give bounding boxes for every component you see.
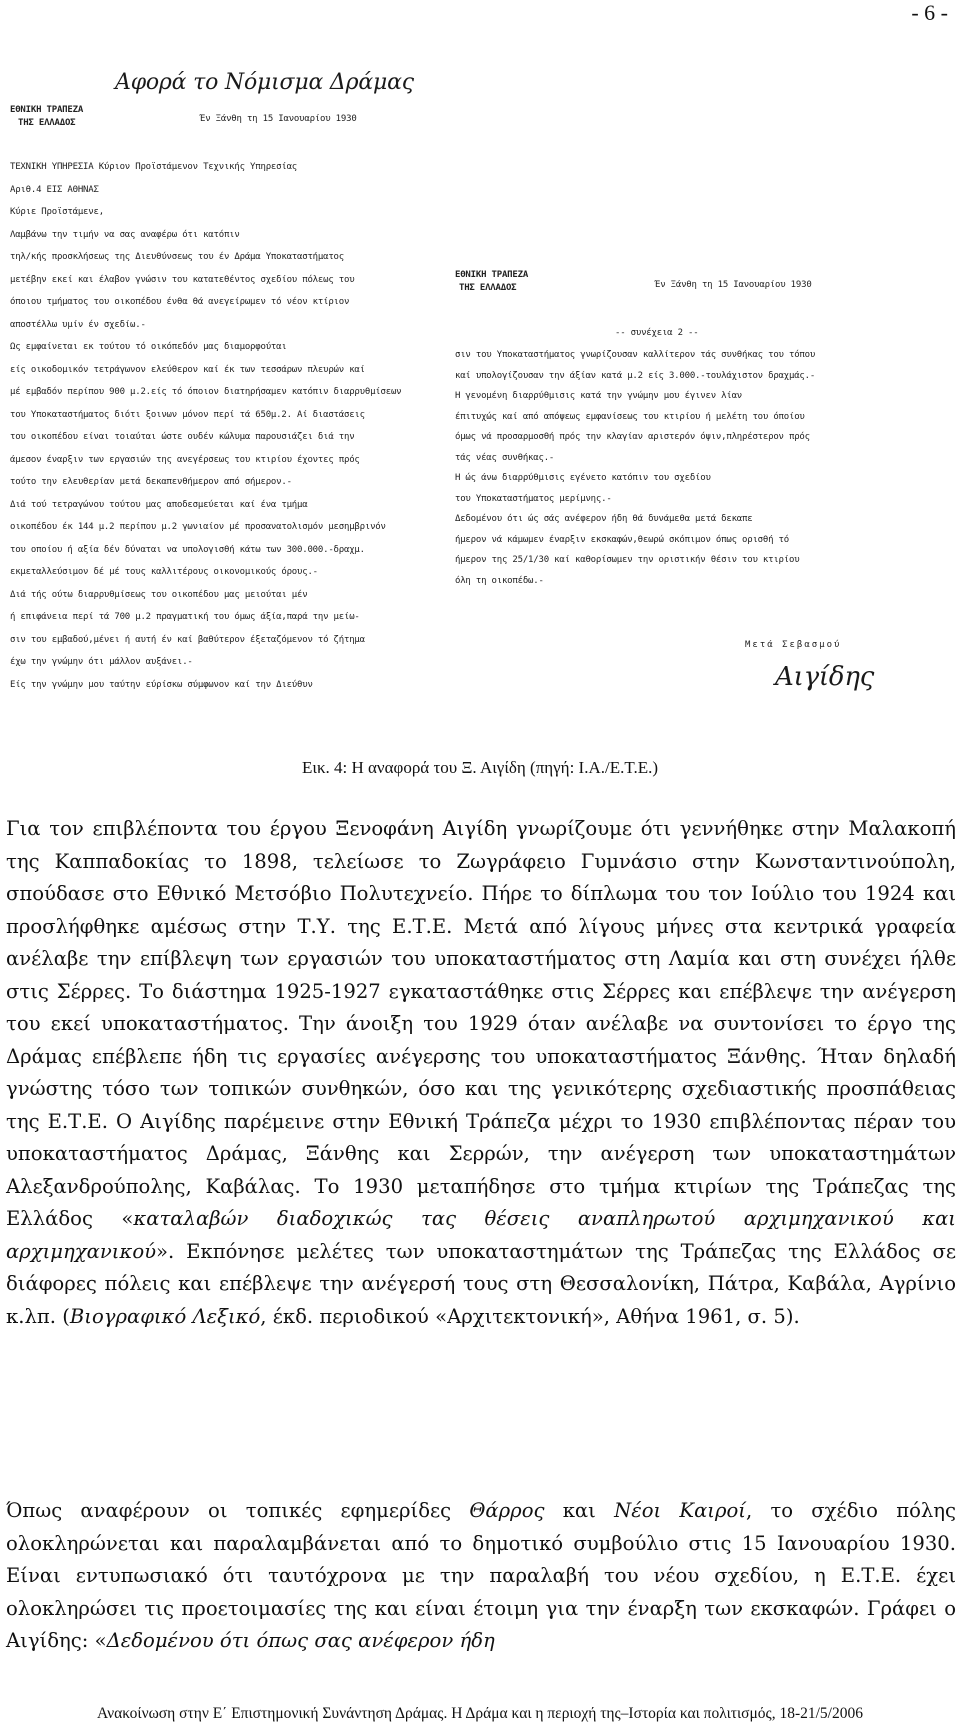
paragraph-1-citation: Βιογραφικό Λεξικό [69, 1304, 261, 1328]
paragraph-2-text: Όπως αναφέρουν οι τοπικές εφημερίδες [6, 1499, 470, 1522]
typed-line: Κύριε Προϊστάμενε, [10, 207, 104, 217]
typed-line: αποστέλλω υμίν έν σχεδίω.- [10, 319, 146, 330]
typed-line: τηλ/κής προσκλήσεως της Διευθύνσεως του έν Δράμα Υποκαταστήματος [10, 252, 344, 262]
typed-line: έχω την γνώμην ότι μάλλον αυξάνει.- [10, 657, 193, 667]
left-letter [10, 70, 470, 710]
typed-line: τάς νέας συνθήκας.- [455, 452, 555, 463]
typed-line: του Υποκαταστήματος διότι ξοινων μόνον περί τά 650μ.2. Αί διαστάσεις [10, 409, 365, 420]
typed-line: είς οικοδομικόν τετράγωνον ελεύθερον καί έκ των τεσσάρων πλευρών καί [10, 364, 365, 375]
typed-line: εκμεταλλεύσιμον δέ μέ τους καλλιτέρους οικονομικούς όρους.- [10, 567, 318, 577]
bank-header-line: ΕΘΝΙΚΗ ΤΡΑΠΕΖΑ [10, 105, 84, 115]
typed-line: Η γενομένη διαρρύθμισις κατά την γνώμην μου έγινεν λίαν [455, 391, 743, 401]
typed-line: οικοπέδου έκ 144 μ.2 περίπου μ.2 γωνιαίον μέ προσανατολισμόν μεσημβρινόν [10, 522, 386, 532]
typed-line: καί υπολογίζουσαν την άξίαν κατά μ.2 είς 3.000.-τουλάχιστον δραχμάς.- [455, 370, 816, 381]
place-date: Έν Ξάνθη τη 15 Ιανουαρίου 1930 [655, 280, 812, 290]
paragraph-2 [6, 1495, 956, 1658]
typed-line: τούτο την ελευθερίαν μετά δεκαπενθήμερον από σήμερον.- [10, 477, 292, 487]
right-letter [455, 270, 955, 740]
typed-line: μέ εμβαδόν περίπου 900 μ.2.είς τό όποιον διατηρήσαμεν κατόπιν διαρρυθμίσεων [10, 387, 402, 397]
page-footer: Ανακοίνωση στην Ε΄ Επιστημονική Συνάντηση Δράμας. Η Δράμα και η περιοχή της–Ιστορία και πολιτισμός, 18-21/5/2006 [97, 1705, 863, 1722]
typed-line: του οποίου ή αξία δέν δύναται να υπολογισθή κάτω των 300.000.-δραχμ. [10, 544, 365, 555]
typed-line: Διά τής ούτω διαρρυθμίσεως του οικοπέδου μας μειούται μέν [10, 589, 308, 600]
typed-line: Είς την γνώμην μου ταύτην εύρίσκω σύμφωνον καί την Διεύθυν [10, 679, 313, 690]
bank-header-line: ΤΗΣ ΕΛΛΑΔΟΣ [18, 118, 76, 128]
typed-line: Διά τού τετραγώνου τούτου μας αποδεσμεύεται καί ένα τμήμα [10, 499, 308, 510]
typed-line: του Υποκαταστήματος μερίμνης.- [455, 493, 612, 504]
letter-facsimile [0, 70, 960, 720]
paragraph-2-text: και [544, 1499, 615, 1522]
typed-line: ή επιφάνεια περί τά 700 μ.2 πραγματική του όμως άξία,παρά την μείω- [10, 612, 360, 622]
typed-line: όλη τη οικοπέδω.- [455, 575, 544, 586]
paragraph-1-quote: καταλαβών διαδοχικώς τας θέσεις αναπληρωτού αρχιμηχανικού και αρχιμηχανικού [6, 1207, 956, 1263]
typed-line: Ως εμφαίνεται εκ τούτου τό οικόπεδόν μας διαμορφούται [10, 342, 287, 352]
paragraph-2-text: , το σχέδιο πόλης ολοκληρώνεται και παραλαμβάνεται από το δημοτικό συμβούλιο στις 15 Ιανουαρίου 1930. Είναι εντυπωσιακό ότι ταυτόχρονα με την παραλαβή του νέου σχεδίου, η Ε.Τ.Ε. έχει ολοκληρώσει τις προετοιμασίες της και είναι έτοιμη για την έναρξη των εκσκαφών. Γράφει ο Αιγίδης: « [6, 1499, 957, 1652]
typed-line: Η ώς άνω διαρρύθμισις εγένετο κατόπιν του σχεδίου [455, 473, 711, 483]
page-number: - 6 - [911, 0, 948, 25]
typed-line: μετέβην εκεί και έλαβον γνώσιν του κατατεθέντος σχεδίου πόλεως του [10, 274, 355, 285]
typed-line: ΤΕΧΝΙΚΗ ΥΠΗΡΕΣΙΑ Κύριον Προϊστάμενον Τεχνικής Υπηρεσίας [10, 162, 298, 172]
handwritten-title: Αφορά το Νόμισμα Δράμας [115, 70, 414, 95]
figure-caption: Εικ. 4: Η αναφορά του Ξ. Αιγίδη (πηγή: Ι.Α./Ε.Τ.Ε.) [301, 758, 659, 777]
typed-line: όμως νά προσαρμοσθή πρός την κλαγίαν αριστερόν όψιν,πληρέστερον πρός [455, 432, 810, 442]
bank-header-line: ΤΗΣ ΕΛΛΑΔΟΣ [459, 283, 517, 293]
newspaper-title: Θάρρος [469, 1499, 545, 1522]
typed-line: σιν του εμβαδού,μένει ή αυτή έν καί βαθύτερον έξεταζόμενον τό ζήτημα [10, 634, 365, 645]
typed-line: άμεσον έναρξιν των εργασιών της ανεγέρσεως του κτιρίου έχοντες πρός [10, 454, 360, 465]
typed-line: σιν του Υποκαταστήματος γνωρίζουσαν καλλίτερον τάς συνθήκας του τόπου [455, 350, 816, 360]
typed-line: Δεδομένου ότι ώς σάς ανέφερον ήδη θά δυνάμεθα μετά δεκαπε [455, 514, 753, 524]
typed-line: ήμερον της 25/1/30 καί καθορίσωμεν την οριστικήν θέσιν του κτιρίου [455, 555, 800, 565]
bank-header-line: ΕΘΝΙΚΗ ΤΡΑΠΕΖΑ [455, 270, 529, 280]
typed-line: έπιτυχώς καί από απόψεως εμφανίσεως του κτιρίου ή μελέτη του όποίου [455, 411, 805, 422]
paragraph-2-quote: Δεδομένου ότι όπως σας ανέφερον ήδη [106, 1629, 495, 1652]
paragraph-1-text: , έκδ. περιοδικού «Αρχιτεκτονική», Αθήνα 1961, σ. 5). [260, 1304, 800, 1328]
paragraph-1 [6, 813, 956, 1333]
closing: Μετά Σεβασμού [745, 640, 842, 650]
typed-line: Λαμβάνω την τιμήν να σας αναφέρω ότι κατόπιν [10, 229, 240, 240]
continuation-mark: -- συνέχεια 2 -- [615, 328, 699, 338]
signature: Αιγίδης [775, 662, 875, 692]
newspaper-title: Νέοι Καιροί [614, 1499, 746, 1522]
paragraph-1-text: ». Εκπόνησε μελέτες των υποκαταστημάτων της Τράπεζας της Ελλάδος σε διάφορες πόλεις και επέβλεψε την ανέγερσή τους στη Θεσσαλονίκη, Πάτρα, Καβάλα, Αγρίνιο κ.λπ. ( [6, 1239, 956, 1328]
typed-line: όποιου τμήματος του οικοπέδου ένθα θά ανεγείρωμεν τό νέον κτίριον [10, 297, 350, 307]
typed-line: ήμερον νά κάμωμεν έναρξιν εκσκαφών,θεωρώ σκόπιμον όπως ορισθή τό [455, 534, 789, 545]
paragraph-1-text: Για τον επιβλέποντα του έργου Ξενοφάνη Αιγίδη γνωρίζουμε ότι γεννήθηκε στην Μαλακοπή της Καππαδοκίας το 1898, τελείωσε το Ζωγράφειο Γυμνάσιο στην Κωνσταντινούπολη, σπούδασε στο Εθνικό Μετσόβιο Πολυτεχνείο. Πήρε το δίπλωμα του τον Ιούλιο του 1924 και προσλήφθηκε αμέσως στην Τ.Υ. της Ε.Τ.Ε. Μετά από λίγους μήνες στα κεντρικά γραφεία ανέλαβε την επίβλεψη των εργασιών του υποκαταστήματος στη Λαμία και στη συνέχει ήλθε στις Σέρρες. Το διάστημα 1925-1927 εγκαταστάθηκε στις Σέρρες και επέβλεψε την ανέγερση του εκεί υποκαταστήματος. Την άνοιξη του 1929 όταν ανέλαβε να συντονίσει το έργο της Δράμας επέβλεπε ήδη τις εργασίες ανέγερσης του υποκαταστήματος Ξάνθης. Ήταν δηλαδή γνώστης τόσο των τοπικών συνθηκών, όσο και της γενικότερης σχεδιαστικής προσπάθειας της Ε.Τ.Ε. Ο Αιγίδης παρέμεινε στην Εθνική Τράπεζα μέχρι το 1930 επιβλέποντας πέραν του υποκαταστήματος Δράμας, Ξάνθης και Σερρών, την ανέγερση των υποκαταστημάτων Αλεξανδρούπολης, Καβάλας. Το 1930 μεταπήδησε στο τμήμα κτιρίων της Τράπεζας της Ελλάδος « [6, 817, 956, 1230]
typed-line: του οικοπέδου είναι τοιαύται ώστε ουδέν κώλυμα παρουσιάζει διά την [10, 432, 355, 442]
place-date: Έν Ξάνθη τη 15 Ιανουαρίου 1930 [200, 114, 357, 124]
typed-line: Αριθ.4 ΕΙΣ ΑΘΗΝΑΣ [10, 184, 99, 195]
